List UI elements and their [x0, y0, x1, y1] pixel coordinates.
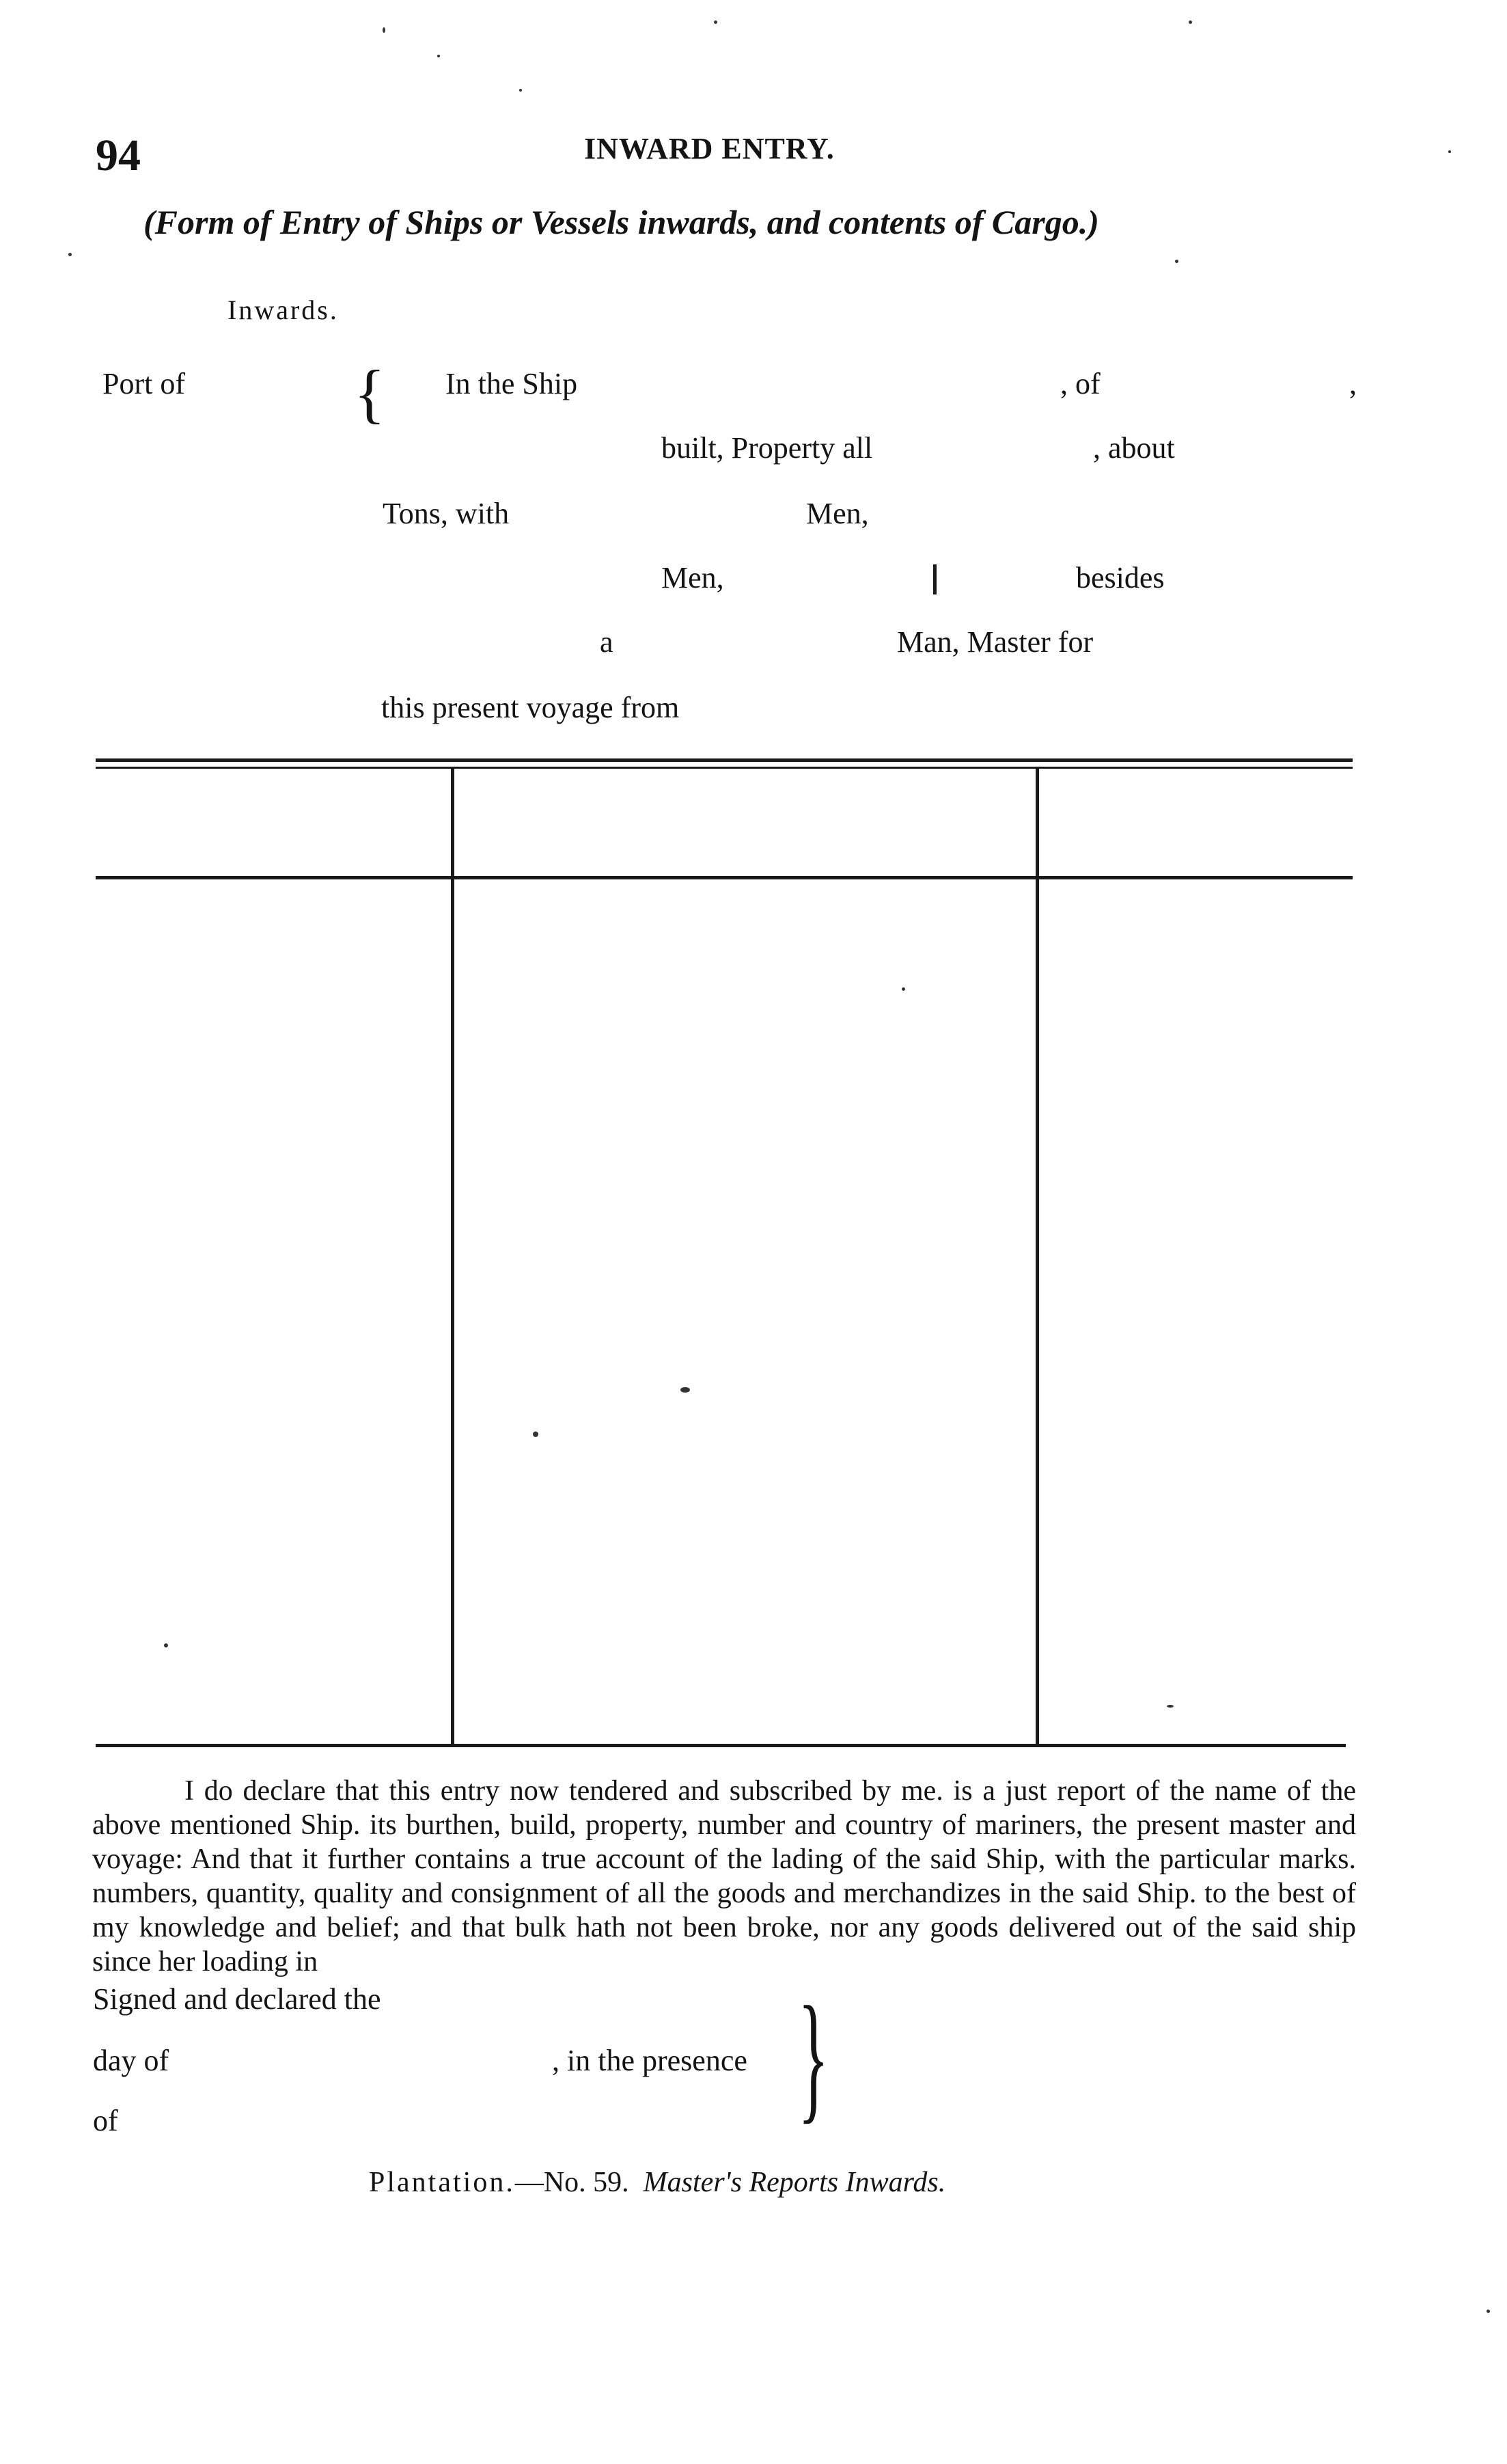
tons-with-label: Tons, with [383, 497, 510, 530]
section-label-inwards: Inwards. [227, 295, 339, 325]
voyage-from-label: this present voyage from [381, 691, 680, 724]
page-number: 94 [96, 131, 141, 180]
men-label-1: Men, [806, 497, 869, 530]
scan-speck [1189, 20, 1192, 24]
table-top-rule-thin [96, 767, 1353, 769]
in-the-ship-label: In the Ship [445, 367, 578, 400]
footer-title: Master's Reports Inwards. [643, 2167, 946, 2198]
table-top-rule [96, 758, 1353, 762]
page-header: INWARD ENTRY. [584, 132, 835, 165]
scan-speck [68, 253, 72, 256]
day-of-label: day of [93, 2044, 169, 2077]
trailing-comma: , [1349, 367, 1357, 400]
port-of-label: Port of [102, 367, 185, 400]
scan-speck [1487, 2310, 1490, 2313]
of-label: of [93, 2104, 118, 2137]
scan-speck [1448, 150, 1451, 153]
about-label: , about [1093, 431, 1175, 465]
footer-reference [369, 2166, 945, 2199]
table-bottom-rule [96, 1744, 1346, 1747]
built-property-label: built, Property all [661, 431, 873, 465]
table-column-divider-right [1036, 769, 1039, 1746]
signed-declared-label: Signed and declared the [93, 1982, 381, 2016]
man-master-label: Man, Master for [897, 625, 1094, 659]
men-label-2: Men, [661, 561, 724, 594]
declaration-text: I do declare that this entry now tendered and subscribed by me. is a just report of the name of the above mentioned Ship. its burthen, build, property, number and country of mariners, the present master and voyage: And that it further contains a true account of the lading of the said Ship, with the particular marks. numbers, quantity, quality and consignment of all the goods and merchandizes in the said Ship. to the best of my knowledge and belief; and that bulk hath not been broke, nor any goods delivered out of the said ship since her loading in [92, 1775, 1356, 1977]
besides-label: besides [1076, 561, 1165, 594]
scan-speck [533, 1432, 538, 1437]
scan-speck [1167, 1705, 1174, 1708]
left-brace: { [354, 357, 386, 430]
scan-speck [437, 55, 440, 57]
separator-mark [933, 564, 937, 594]
table-column-divider-left [451, 769, 454, 1746]
scan-speck [383, 27, 385, 33]
table-header-rule [96, 876, 1353, 879]
scan-speck [164, 1643, 168, 1647]
footer-plantation: Plantation. [369, 2167, 515, 2198]
scan-speck [519, 89, 522, 92]
ship-of-label: , of [1060, 367, 1101, 400]
scan-speck [902, 987, 905, 991]
in-presence-label: , in the presence [552, 2044, 747, 2077]
a-label: a [600, 625, 613, 659]
right-brace: } [798, 1977, 829, 2136]
form-subtitle: (Form of Entry of Ships or Vessels inwards, and contents of Cargo.) [143, 203, 1099, 241]
scan-speck [714, 20, 717, 24]
scan-speck [1175, 260, 1178, 263]
scan-speck [680, 1387, 690, 1393]
footer-number: —No. 59. [514, 2167, 629, 2198]
